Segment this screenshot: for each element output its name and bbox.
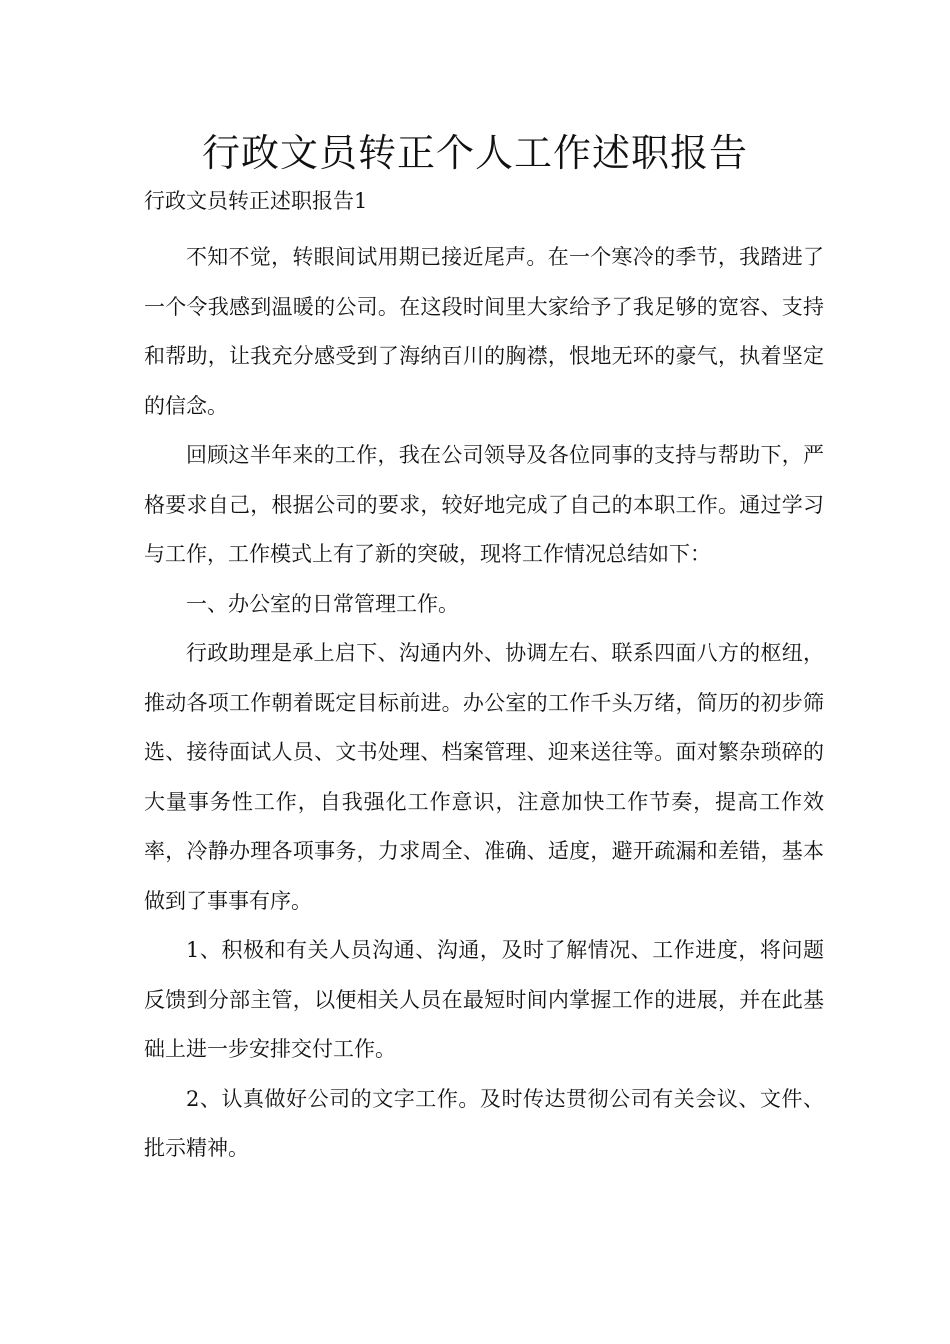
paragraph-intro: 不知不觉，转眼间试用期已接近尾声。在一个寒冷的季节，我踏进了一个令我感到温暖的公司。在这段时间里大家给予了我足够的宽容、支持和帮助，让我充分感受到了海纳百川的胸襟，恨地无环的豪气，执着坚定的信念。 — [144, 245, 824, 418]
paragraph-admin-assistant: 行政助理是承上启下、沟通内外、协调左右、联系四面八方的枢纽，推动各项工作朝着既定目标前进。办公室的工作千头万绪，简历的初步筛选、接待面试人员、文书处理、档案管理、迎来送往等。面对繁杂琐碎的大量事务性工作，自我强化工作意识，注意加快工作节奏，提高工作效率，冷静办理各项事务，力求周全、准确、适度，避开疏漏和差错，基本做到了事事有序。 — [144, 641, 824, 913]
document-title: 行政文员转正个人工作述职报告 — [201, 131, 748, 175]
document-body — [144, 233, 824, 1174]
section-heading-office-management: 一、办公室的日常管理工作。 — [186, 591, 459, 616]
list-item-communication: 1、积极和有关人员沟通、沟通，及时了解情况、工作进度，将问题反馈到分部主管，以便相关人员在最短时间内掌握工作的进展，并在此基础上进一步安排交付工作。 — [144, 938, 824, 1061]
document-subtitle: 行政文员转正述职报告1 — [144, 189, 368, 213]
list-item-documents: 2、认真做好公司的文字工作。及时传达贯彻公司有关会议、文件、批示精神。 — [144, 1086, 824, 1160]
paragraph-review: 回顾这半年来的工作，我在公司领导及各位同事的支持与帮助下，严格要求自己，根据公司的要求，较好地完成了自己的本职工作。通过学习与工作，工作模式上有了新的突破，现将工作情况总结如下： — [144, 443, 824, 566]
